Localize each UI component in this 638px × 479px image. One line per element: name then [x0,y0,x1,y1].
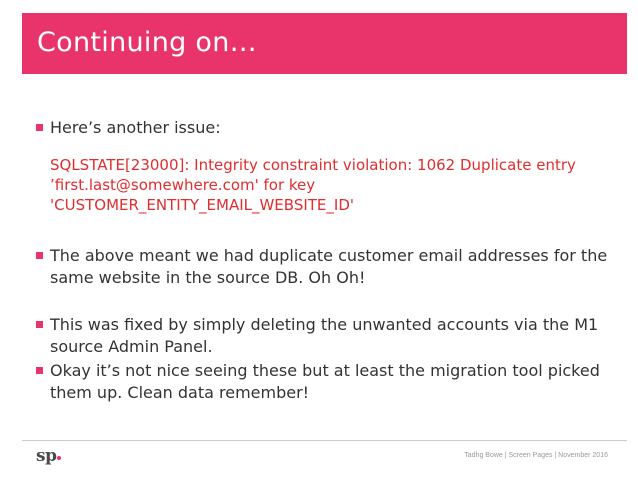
footer-divider [22,440,627,441]
logo-text: sp [36,446,57,466]
bullet-line: them up. Clean data remember! [50,383,310,402]
slide-title: Continuing on… [37,27,257,58]
bullet-text [50,314,620,358]
error-line: 'CUSTOMER_ENTITY_EMAIL_WEBSITE_ID' [50,196,354,214]
error-line: ’first.last@somewhere.com' for key [50,176,316,194]
bullet-square-icon [36,367,43,374]
bullet-text [50,360,620,404]
bullet-text [50,245,620,289]
bullet-square-icon [36,252,43,259]
bullet-line: The above meant we had duplicate customer email addresses for the [50,246,608,265]
bullet-line: source Admin Panel. [50,337,213,356]
logo-dot-icon [57,456,61,460]
error-message [50,155,625,215]
bullet-line: same website in the source DB. Oh Oh! [50,268,366,287]
bullet-square-icon [36,321,43,328]
footer-credit: Tadhg Bowe | Screen Pages | November 2016 [464,452,608,459]
bullet-text: Here’s another issue: [50,118,221,137]
bullet-line: This was fixed by simply deleting the unwanted accounts via the M1 [50,315,599,334]
company-logo [36,446,61,466]
bullet-square-icon [36,124,43,131]
bullet-line: Okay it’s not nice seeing these but at least the migration tool picked [50,361,600,380]
error-line: SQLSTATE[23000]: Integrity constraint violation: 1062 Duplicate entry [50,156,576,174]
